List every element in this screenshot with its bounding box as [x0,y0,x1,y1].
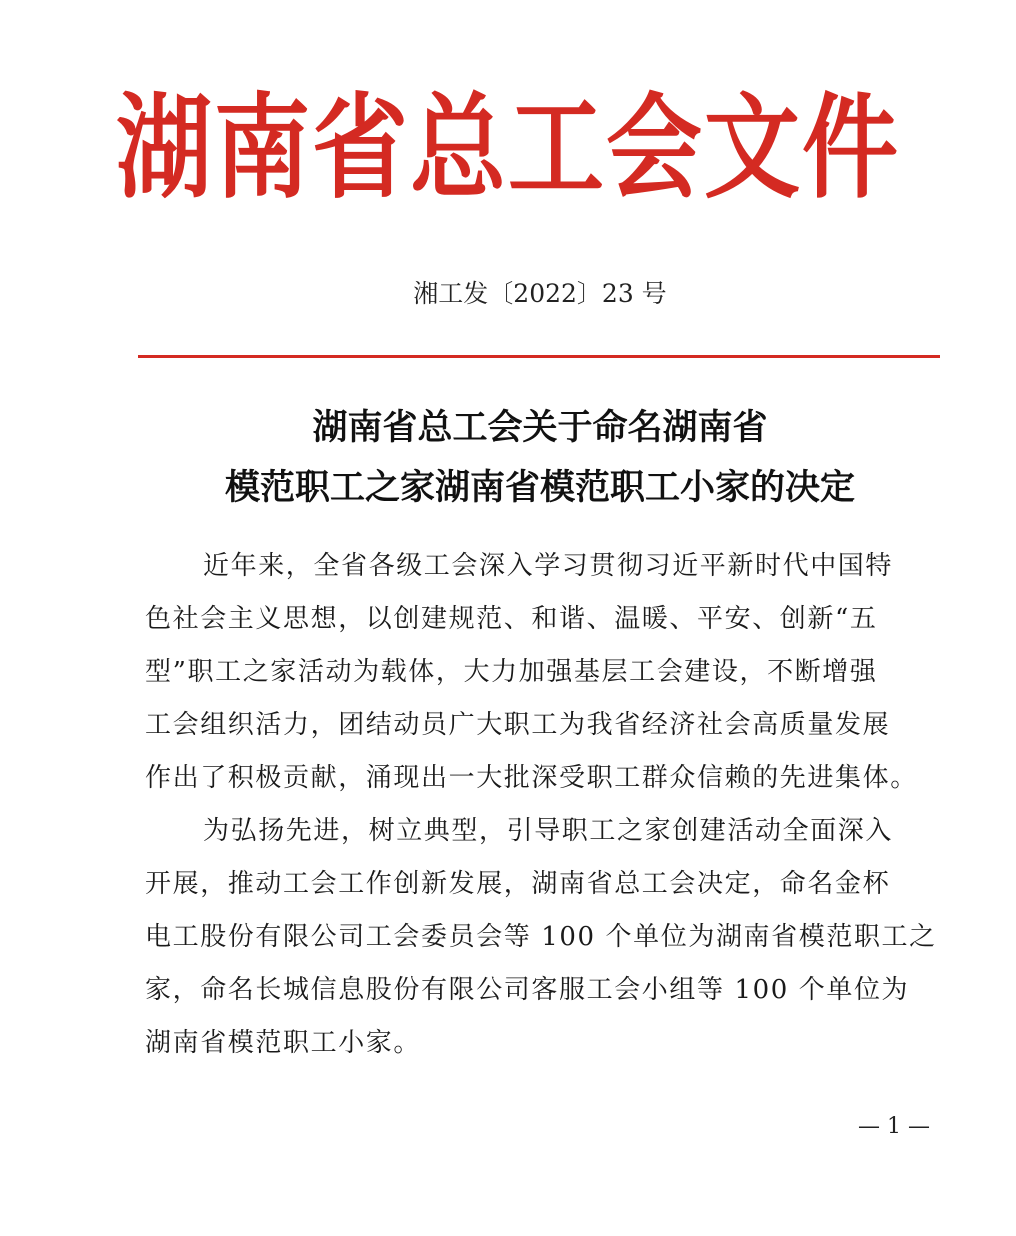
red-divider-rule [138,355,940,358]
paragraph-1-line-1: 近年来，全省各级工会深入学习贯彻习近平新时代中国特 [203,551,894,581]
paragraph-1-line-2: 色社会主义思想，以创建规范、和谐、温暖、平安、创新“五 [145,604,878,634]
paragraph-1-line-4: 工会组织活力，团结动员广大职工为我省经济社会高质量发展 [145,710,891,740]
paragraph-2-line-2: 开展，推动工会工作创新发展，湖南省总工会决定，命名金杯 [145,869,891,899]
document-number: 湘工发〔2022〕23 号 [413,279,667,308]
paragraph-2-line-5: 湖南省模范职工小家。 [145,1028,422,1058]
document-masthead: 湖南省总工会文件 [116,81,900,215]
document-title-line-2: 模范职工之家湖南省模范职工小家的决定 [224,467,855,508]
paragraph-1-line-5: 作出了积极贡献，涌现出一大批深受职工群众信赖的先进集体。 [145,763,918,793]
document-title [0,398,1016,518]
paragraph-2-line-1: 为弘扬先进，树立典型，引导职工之家创建活动全面深入 [203,816,894,846]
document-title-line-1: 湖南省总工会关于命名湖南省 [312,407,768,448]
paragraph-2-line-4: 家，命名长城信息股份有限公司客服工会小组等 100 个单位为 [145,975,910,1005]
paragraph-1-line-3: 型”职工之家活动为载体，大力加强基层工会建设，不断增强 [145,657,878,687]
page-number: — 1 — [858,1114,930,1139]
paragraph-2-line-3: 电工股份有限公司工会委员会等 100 个单位为湖南省模范职工之 [145,922,937,952]
document-body [145,540,940,1070]
